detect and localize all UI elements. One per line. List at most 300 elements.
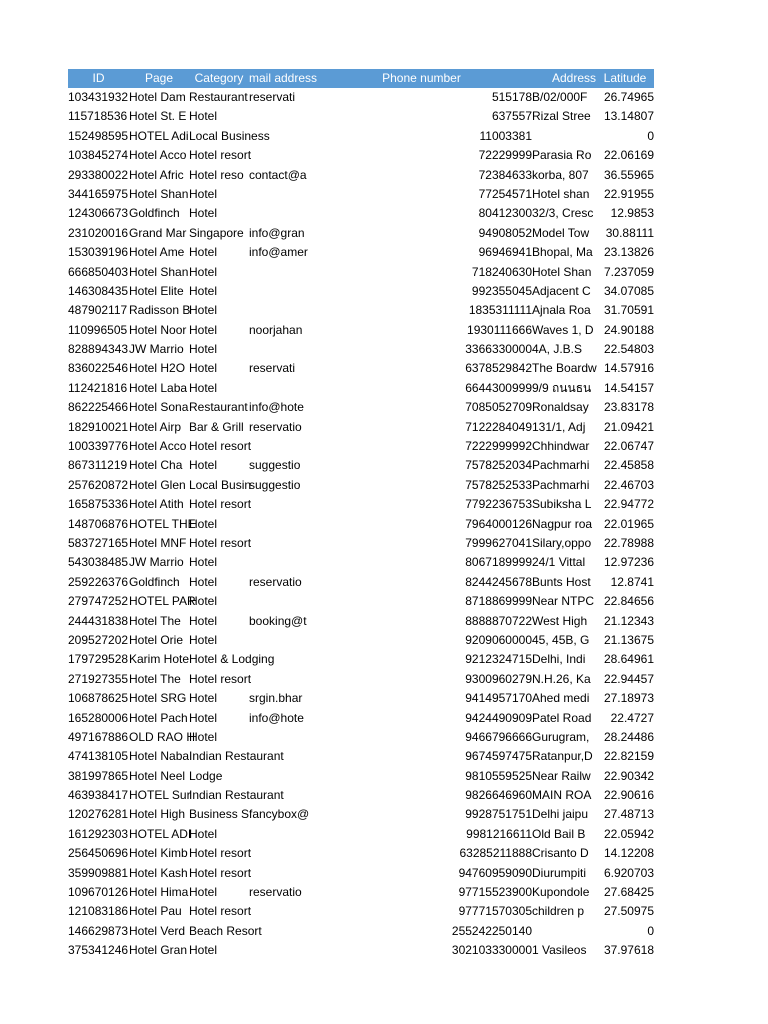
column-header-page[interactable]: Page — [144, 71, 174, 85]
cell-email[interactable] — [249, 592, 311, 611]
cell-category[interactable]: Hotel resort — [189, 865, 252, 880]
cell-address[interactable]: Nagpur roa — [532, 516, 593, 531]
cell-latitude[interactable]: 22.90616 — [603, 788, 654, 803]
cell-latitude[interactable]: 27.48713 — [603, 807, 654, 822]
cell-email[interactable] — [249, 941, 311, 960]
cell-id[interactable]: 862225466 — [68, 400, 129, 415]
cell-latitude[interactable]: 22.4727 — [610, 710, 654, 725]
cell-email[interactable] — [249, 185, 311, 204]
cell-category[interactable]: Hotel resort — [189, 148, 252, 163]
cell-latitude[interactable]: 22.90342 — [603, 768, 654, 783]
cell-email[interactable] — [249, 204, 311, 223]
cell-email[interactable] — [249, 825, 311, 844]
cell-category[interactable]: Hotel — [189, 245, 218, 260]
cell-id[interactable]: 100339776 — [68, 439, 129, 454]
cell-address[interactable]: 45, 45B, G — [532, 632, 590, 647]
cell-latitude[interactable]: 21.09421 — [603, 419, 654, 434]
cell-category[interactable]: Hotel — [189, 380, 218, 395]
cell-email[interactable] — [249, 515, 311, 534]
cell-id[interactable]: 231020016 — [68, 225, 129, 240]
cell-category[interactable]: Bar & Grill — [189, 419, 244, 434]
cell-page[interactable]: JW Marrio — [129, 555, 184, 570]
cell-email[interactable]: reservati — [249, 90, 296, 104]
cell-email[interactable]: noorjahan — [249, 322, 303, 337]
cell-id[interactable]: 120276281 — [68, 807, 129, 822]
cell-address[interactable]: N.H.26, Ka — [532, 671, 591, 686]
cell-email[interactable] — [249, 650, 311, 669]
cell-email[interactable] — [249, 728, 311, 747]
cell-phone[interactable]: 302103330000 — [451, 943, 532, 958]
cell-category[interactable]: Hotel resort — [189, 497, 252, 512]
cell-id[interactable]: 103845274 — [68, 148, 129, 163]
cell-address[interactable]: Crisanto D — [532, 846, 589, 861]
cell-id[interactable]: 112421816 — [68, 380, 128, 395]
cell-page[interactable]: Hotel Hima — [129, 885, 189, 900]
cell-phone[interactable]: 97715523900 — [458, 885, 532, 900]
cell-address[interactable]: children p — [532, 904, 585, 919]
cell-address[interactable]: The Boardw — [532, 361, 597, 376]
cell-address[interactable]: Delhi jaipu — [532, 807, 589, 822]
cell-phone[interactable]: 9414957170 — [465, 691, 532, 706]
cell-category[interactable]: Hotel — [189, 264, 218, 279]
cell-page[interactable]: Hotel Sona — [129, 400, 189, 415]
cell-page[interactable]: Goldfinch — [129, 574, 180, 589]
cell-id[interactable]: 182910021 — [68, 419, 129, 434]
cell-address[interactable]: B/02/000F — [532, 90, 588, 104]
cell-id[interactable]: 836022546 — [68, 361, 129, 376]
cell-phone[interactable]: 9810559525 — [465, 768, 532, 783]
cell-phone[interactable]: 1835311111 — [468, 303, 532, 318]
cell-page[interactable]: Hotel Noor — [129, 322, 187, 337]
cell-page[interactable]: Hotel Elite — [129, 283, 184, 298]
cell-address[interactable]: Adjacent C — [532, 283, 591, 298]
cell-category[interactable]: Indian Restaurant — [189, 788, 284, 803]
cell-email[interactable]: reservati — [249, 361, 296, 376]
cell-category[interactable]: Hotel resort — [189, 671, 252, 686]
cell-page[interactable]: Hotel Dam — [129, 90, 186, 104]
cell-latitude[interactable]: 0 — [647, 128, 654, 143]
cell-address[interactable]: Bunts Host — [532, 574, 591, 589]
cell-latitude[interactable]: 37.97618 — [603, 943, 654, 958]
cell-page[interactable]: Hotel Shan — [129, 264, 189, 279]
cell-page[interactable]: HOTEL ADI — [129, 826, 192, 841]
cell-address[interactable]: 4A, J.B.S — [532, 342, 583, 357]
cell-email[interactable] — [249, 263, 311, 282]
cell-email[interactable] — [249, 379, 311, 398]
cell-page[interactable]: HOTEL Adi — [129, 128, 189, 143]
cell-email[interactable] — [249, 747, 311, 766]
cell-email[interactable] — [249, 107, 311, 126]
cell-page[interactable]: Hotel Acco — [129, 439, 187, 454]
cell-page[interactable]: Goldfinch — [129, 206, 180, 221]
cell-category[interactable]: Beach Resort — [189, 923, 262, 938]
column-header-id[interactable]: ID — [92, 71, 105, 85]
cell-email[interactable] — [249, 767, 311, 786]
cell-address[interactable]: korba, 807 — [532, 167, 589, 182]
cell-address[interactable]: Diurumpiti — [532, 865, 587, 880]
cell-phone[interactable]: 7964000126 — [465, 516, 532, 531]
cell-id[interactable]: 259226376 — [68, 574, 129, 589]
cell-email[interactable]: suggestio — [249, 477, 301, 492]
cell-phone[interactable]: 9981216611 — [466, 826, 532, 841]
cell-phone[interactable]: 1930111666 — [467, 322, 532, 337]
cell-category[interactable]: Hotel — [189, 361, 218, 376]
cell-page[interactable]: Hotel The — [129, 671, 181, 686]
cell-latitude[interactable]: 28.64961 — [603, 652, 654, 667]
cell-page[interactable]: HOTEL THE — [129, 516, 196, 531]
cell-address[interactable]: Hotel shan — [532, 186, 590, 201]
cell-email[interactable]: suggestio — [249, 458, 301, 473]
cell-latitude[interactable]: 22.78988 — [603, 535, 654, 550]
cell-category[interactable]: Singapore — [189, 225, 244, 240]
cell-id[interactable]: 279747252 — [68, 594, 129, 609]
cell-address[interactable]: Silary,oppo — [532, 535, 592, 550]
cell-address[interactable]: Chhindwar — [532, 439, 590, 454]
cell-phone[interactable]: 72229999 — [478, 148, 532, 163]
cell-address[interactable]: 1 Vasileos — [532, 943, 587, 958]
cell-latitude[interactable]: 14.12208 — [603, 846, 654, 861]
cell-phone[interactable]: 255242250140 — [451, 923, 532, 938]
cell-email[interactable]: info@gran — [249, 225, 305, 240]
cell-id[interactable]: 497167886 — [68, 729, 129, 744]
cell-latitude[interactable]: 27.68425 — [603, 885, 654, 900]
cell-latitude[interactable]: 23.83178 — [603, 400, 654, 415]
cell-id[interactable]: 867311219 — [68, 458, 128, 473]
cell-email[interactable] — [249, 844, 311, 863]
cell-category[interactable]: Hotel reso — [189, 167, 244, 182]
cell-id[interactable]: 666850403 — [68, 264, 129, 279]
cell-id[interactable]: 293380022 — [68, 167, 129, 182]
cell-id[interactable]: 165875336 — [68, 497, 129, 512]
cell-address[interactable]: 32/3, Cresc — [532, 206, 594, 221]
cell-page[interactable]: Hotel MNF — [129, 535, 187, 550]
column-header-category[interactable]: Category — [194, 71, 244, 85]
cell-email[interactable]: info@amer — [249, 245, 308, 260]
cell-latitude[interactable]: 12.97236 — [603, 555, 654, 570]
cell-phone[interactable]: 8718869999 — [465, 594, 532, 609]
cell-category[interactable]: Hotel resort — [189, 904, 252, 919]
cell-id[interactable]: 103431932 — [68, 90, 129, 104]
cell-address[interactable]: Waves 1, D — [532, 322, 594, 337]
cell-phone[interactable]: 9826646960 — [465, 788, 532, 803]
cell-email[interactable] — [249, 437, 311, 456]
cell-latitude[interactable]: 22.94457 — [603, 671, 654, 686]
cell-category[interactable]: Restaurant — [189, 90, 248, 104]
cell-category[interactable]: Hotel — [189, 555, 218, 570]
cell-address[interactable]: Ajnala Roa — [532, 303, 591, 318]
cell-phone[interactable]: 3366330000 — [465, 342, 532, 357]
cell-page[interactable]: Hotel Kimb — [129, 846, 188, 861]
cell-latitude[interactable]: 6.920703 — [603, 865, 654, 880]
cell-email[interactable]: contact@a — [249, 167, 307, 182]
cell-email[interactable]: srgin.bhar — [249, 691, 303, 706]
cell-address[interactable]: Pachmarhi — [532, 458, 590, 473]
cell-category[interactable]: Hotel — [189, 613, 218, 628]
cell-page[interactable]: Hotel Shan — [129, 186, 189, 201]
cell-latitude[interactable]: 12.9853 — [610, 206, 654, 221]
cell-email[interactable]: info@hote — [249, 710, 304, 725]
cell-phone[interactable]: 7999627041 — [465, 535, 532, 550]
cell-id[interactable]: 487902117 — [68, 303, 128, 318]
cell-category[interactable]: Lodge — [189, 768, 223, 783]
cell-address[interactable]: 9/9 ถนนธน — [532, 380, 592, 395]
cell-category[interactable]: Hotel — [189, 342, 218, 357]
cell-category[interactable]: Hotel resort — [189, 846, 252, 861]
cell-category[interactable]: Hotel — [189, 458, 218, 473]
cell-id[interactable]: 209527202 — [68, 632, 129, 647]
cell-address[interactable]: West High — [532, 613, 588, 628]
cell-page[interactable]: Hotel Verd — [129, 923, 186, 938]
cell-id[interactable]: 344165975 — [68, 186, 129, 201]
cell-latitude[interactable]: 31.70591 — [603, 303, 654, 318]
column-header-email[interactable]: mail address — [249, 71, 318, 85]
cell-latitude[interactable]: 22.91955 — [603, 186, 654, 201]
cell-phone[interactable]: 7122284049 — [465, 419, 532, 434]
cell-id[interactable]: 256450696 — [68, 846, 129, 861]
cell-latitude[interactable]: 7.237059 — [603, 264, 654, 279]
cell-id[interactable]: 115718536 — [68, 109, 128, 124]
cell-category[interactable]: Restaurant — [189, 400, 248, 415]
cell-latitude[interactable]: 22.01965 — [603, 516, 654, 531]
cell-phone[interactable]: 72384633 — [478, 167, 532, 182]
cell-phone[interactable]: 9300960279 — [465, 671, 532, 686]
cell-address[interactable]: 131/1, Adj — [532, 419, 586, 434]
cell-id[interactable]: 828894343 — [68, 342, 129, 357]
cell-category[interactable]: Hotel — [189, 632, 218, 647]
cell-page[interactable]: Hotel Naba — [129, 749, 190, 764]
cell-address[interactable]: Ratanpur,D — [532, 749, 593, 764]
cell-email[interactable] — [249, 127, 311, 146]
cell-phone[interactable]: 7578252533 — [465, 477, 532, 492]
cell-phone[interactable]: 6644300999 — [465, 380, 532, 395]
cell-latitude[interactable]: 0 — [647, 923, 654, 938]
cell-id[interactable]: 110996505 — [68, 322, 128, 337]
cell-address[interactable] — [532, 127, 596, 146]
cell-phone[interactable]: 637557 — [491, 109, 532, 124]
cell-id[interactable]: 106878625 — [68, 691, 129, 706]
cell-email[interactable]: info@hote — [249, 400, 304, 415]
cell-email[interactable] — [249, 495, 311, 514]
cell-phone[interactable]: 7085052709 — [465, 400, 532, 415]
cell-id[interactable]: 121083186 — [68, 904, 129, 919]
cell-page[interactable]: Hotel Neel — [129, 768, 186, 783]
cell-latitude[interactable]: 36.55965 — [603, 167, 654, 182]
cell-id[interactable]: 359909881 — [68, 865, 129, 880]
cell-phone[interactable]: 7792236753 — [465, 497, 532, 512]
cell-category[interactable]: Hotel — [189, 109, 218, 124]
cell-address[interactable]: Pachmarhi — [532, 477, 590, 492]
cell-phone[interactable]: 992355045 — [471, 283, 532, 298]
cell-id[interactable]: 109670126 — [68, 885, 129, 900]
cell-email[interactable] — [249, 670, 311, 689]
cell-page[interactable]: Hotel Pau — [129, 904, 182, 919]
cell-latitude[interactable]: 22.46703 — [603, 477, 654, 492]
cell-id[interactable]: 271927355 — [68, 671, 129, 686]
cell-latitude[interactable]: 22.54803 — [603, 342, 654, 357]
cell-id[interactable]: 463938417 — [68, 788, 129, 803]
cell-page[interactable]: OLD RAO H — [129, 729, 196, 744]
cell-phone[interactable]: 515178 — [491, 90, 532, 104]
cell-latitude[interactable]: 14.57916 — [603, 361, 654, 376]
cell-email[interactable] — [249, 902, 311, 921]
cell-email[interactable] — [249, 786, 311, 805]
cell-email[interactable] — [249, 553, 311, 572]
cell-latitude[interactable]: 28.24486 — [603, 729, 654, 744]
cell-email[interactable] — [249, 631, 311, 650]
cell-id[interactable]: 375341246 — [68, 943, 129, 958]
cell-phone[interactable]: 8888870722 — [465, 613, 532, 628]
cell-latitude[interactable]: 22.05942 — [603, 826, 654, 841]
cell-latitude[interactable]: 23.13826 — [603, 245, 654, 260]
cell-latitude[interactable]: 13.14807 — [603, 109, 654, 124]
cell-page[interactable]: Hotel Cha — [129, 458, 183, 473]
cell-latitude[interactable]: 30.88111 — [605, 225, 654, 240]
column-header-address[interactable]: Address — [551, 71, 596, 85]
cell-page[interactable]: Karim Hote — [129, 652, 190, 667]
cell-page[interactable]: Hotel Glen — [129, 477, 186, 492]
cell-page[interactable]: Grand Mar — [129, 225, 187, 240]
cell-page[interactable]: Hotel High — [129, 807, 186, 822]
cell-latitude[interactable]: 24.90188 — [603, 322, 654, 337]
cell-page[interactable]: HOTEL Sur — [129, 788, 191, 803]
column-header-latitude[interactable]: Latitude — [603, 71, 647, 85]
cell-address[interactable]: Near NTPC — [532, 594, 595, 609]
cell-category[interactable]: Hotel — [189, 594, 218, 609]
cell-id[interactable]: 543038485 — [68, 555, 129, 570]
cell-id[interactable]: 244431838 — [68, 613, 129, 628]
cell-address[interactable]: Ahed medi — [532, 691, 590, 706]
cell-latitude[interactable]: 22.06169 — [603, 148, 654, 163]
cell-id[interactable]: 146629873 — [68, 923, 129, 938]
cell-address[interactable]: Ronaldsay — [532, 400, 589, 415]
cell-category[interactable]: Hotel resort — [189, 535, 252, 550]
cell-phone[interactable]: 94760959090 — [458, 865, 532, 880]
cell-phone[interactable]: 96946941 — [478, 245, 532, 260]
cell-latitude[interactable]: 21.13675 — [603, 632, 654, 647]
cell-email[interactable] — [249, 340, 311, 359]
cell-latitude[interactable]: 22.82159 — [603, 749, 654, 764]
cell-address[interactable]: Parasia Ro — [532, 148, 592, 163]
cell-id[interactable]: 161292303 — [68, 826, 129, 841]
cell-latitude[interactable]: 21.12343 — [603, 613, 654, 628]
cell-id[interactable]: 583727165 — [68, 535, 129, 550]
cell-id[interactable]: 179729528 — [68, 652, 129, 667]
cell-category[interactable]: Hotel — [189, 283, 218, 298]
cell-id[interactable]: 152498595 — [68, 128, 129, 143]
cell-email[interactable] — [249, 146, 311, 165]
cell-phone[interactable]: 11003381 — [479, 128, 532, 143]
cell-address[interactable]: MAIN ROA — [532, 788, 592, 803]
cell-id[interactable]: 257620872 — [68, 477, 129, 492]
cell-category[interactable]: Hotel & Lodging — [189, 652, 275, 667]
cell-email[interactable]: fancybox@ — [249, 807, 310, 822]
cell-page[interactable]: Hotel SRG — [129, 691, 187, 706]
cell-id[interactable]: 381997865 — [68, 768, 129, 783]
cell-page[interactable]: Hotel The — [129, 613, 181, 628]
cell-email[interactable]: reservatio — [249, 574, 302, 589]
cell-category[interactable]: Hotel — [189, 943, 218, 958]
cell-phone[interactable]: 80412300 — [478, 206, 532, 221]
cell-phone[interactable]: 718240630 — [471, 264, 532, 279]
cell-phone[interactable]: 63285211888 — [459, 846, 532, 861]
cell-address[interactable]: Old Bail B — [532, 826, 586, 841]
cell-page[interactable]: Hotel Acco — [129, 148, 187, 163]
cell-page[interactable]: Hotel H2O — [129, 361, 186, 376]
cell-page[interactable]: Hotel Pach — [129, 710, 188, 725]
cell-phone[interactable]: 8244245678 — [465, 574, 532, 589]
cell-category[interactable]: Hotel — [189, 322, 218, 337]
cell-phone[interactable]: 8067189999 — [465, 555, 532, 570]
cell-email[interactable] — [249, 282, 311, 301]
cell-category[interactable]: Hotel — [189, 729, 218, 744]
cell-address[interactable]: Near Railw — [532, 768, 591, 783]
cell-page[interactable]: Radisson B — [129, 303, 191, 318]
cell-phone[interactable]: 7222999992 — [465, 439, 532, 454]
cell-phone[interactable]: 9928751751 — [465, 807, 532, 822]
cell-id[interactable]: 165280006 — [68, 710, 129, 725]
cell-category[interactable]: Hotel — [189, 186, 218, 201]
cell-address[interactable]: Kupondole — [532, 885, 590, 900]
cell-latitude[interactable]: 14.54157 — [603, 380, 654, 395]
cell-category[interactable]: Hotel — [189, 574, 218, 589]
cell-page[interactable]: Hotel St. E — [129, 109, 187, 124]
cell-email[interactable] — [249, 301, 311, 320]
cell-address[interactable]: Rizal Stree — [532, 109, 591, 124]
cell-phone[interactable]: 9209060000 — [465, 632, 532, 647]
cell-email[interactable]: reservatio — [249, 419, 302, 434]
cell-latitude[interactable]: 22.84656 — [603, 594, 654, 609]
cell-phone[interactable]: 7578252034 — [465, 458, 532, 473]
cell-address[interactable]: Patel Road — [532, 710, 592, 725]
cell-address[interactable]: Gurugram, — [532, 729, 590, 744]
cell-address[interactable]: Delhi, Indi — [532, 652, 586, 667]
cell-id[interactable]: 153039196 — [68, 245, 129, 260]
cell-page[interactable]: Hotel Ame — [129, 245, 185, 260]
cell-category[interactable]: Hotel — [189, 206, 218, 221]
cell-address[interactable]: Bhopal, Ma — [532, 245, 593, 260]
cell-email[interactable]: booking@t — [249, 613, 307, 628]
cell-category[interactable]: Hotel resort — [189, 439, 252, 454]
cell-category[interactable]: Hotel — [189, 516, 218, 531]
cell-id[interactable]: 146308435 — [68, 283, 129, 298]
cell-category[interactable]: Hotel — [189, 691, 218, 706]
cell-category[interactable]: Local Business — [189, 128, 270, 143]
cell-phone[interactable]: 97771570305 — [458, 904, 532, 919]
cell-category[interactable]: Hotel — [189, 826, 218, 841]
cell-id[interactable]: 148706876 — [68, 516, 129, 531]
cell-category[interactable]: Business S — [189, 807, 250, 822]
cell-page[interactable]: Hotel Gran — [129, 943, 188, 958]
cell-address[interactable]: 24/1 Vittal — [532, 555, 586, 570]
cell-email[interactable] — [249, 534, 311, 553]
column-header-phone[interactable]: Phone number — [382, 71, 461, 85]
cell-latitude[interactable]: 22.94772 — [603, 497, 654, 512]
cell-latitude[interactable]: 12.8741 — [610, 574, 654, 589]
cell-phone[interactable]: 9674597475 — [465, 749, 532, 764]
cell-latitude[interactable]: 27.18973 — [603, 691, 654, 706]
cell-category[interactable]: Hotel — [189, 885, 218, 900]
cell-address[interactable] — [532, 922, 596, 941]
cell-page[interactable]: Hotel Laba — [129, 380, 188, 395]
cell-phone[interactable]: 9466796666 — [465, 729, 532, 744]
cell-latitude[interactable]: 22.06747 — [603, 439, 654, 454]
cell-page[interactable]: HOTEL PAR — [129, 594, 196, 609]
cell-phone[interactable]: 9212324715 — [465, 652, 532, 667]
cell-latitude[interactable]: 26.74965 — [603, 90, 654, 104]
cell-category[interactable]: Local Busin — [189, 477, 252, 492]
cell-phone[interactable]: 77254571 — [478, 186, 532, 201]
cell-phone[interactable]: 9424490909 — [465, 710, 532, 725]
